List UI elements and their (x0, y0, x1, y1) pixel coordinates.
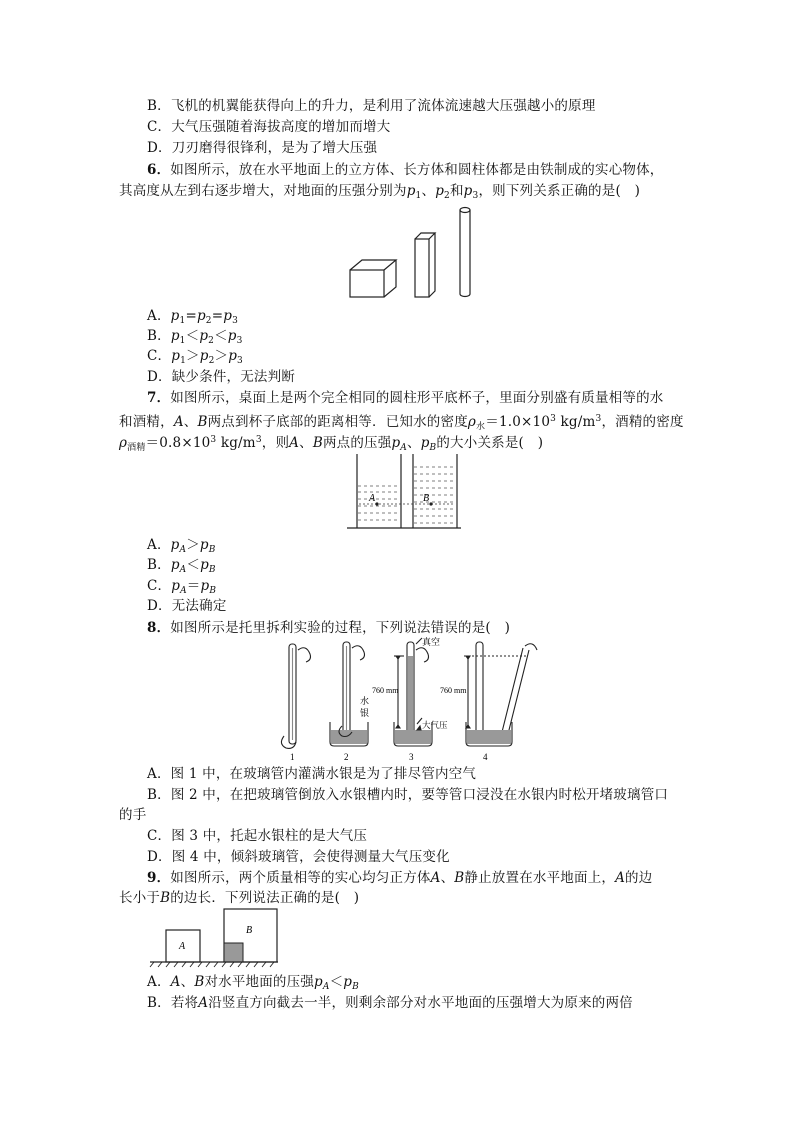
q9-option-b: B．若将A沿竖直方向截去一半，则剩余部分对水平地面的压强增大为原来的两倍 (147, 995, 633, 1011)
tube-2 (330, 642, 368, 746)
q5-option-d: D．刀刃磨得很锋利，是为了增大压强 (147, 140, 378, 156)
cube-shape (350, 260, 396, 297)
q8-option-b-line1: B．图 2 中，在把玻璃管倒放入水银槽内时，要等管口浸没在水银内时松开堵玻璃管口 (147, 787, 669, 803)
point-b-label: B (423, 493, 430, 504)
fig-label-1: 1 (290, 752, 295, 762)
q9-stem-line2: 长小于B的边长．下列说法正确的是( ) (119, 890, 360, 906)
q8-option-b-line2: 的手 (119, 807, 147, 823)
q8-option-a: A．图 1 中，在玻璃管内灌满水银是为了排尽管内空气 (147, 766, 477, 782)
q8-figure-torricelli (276, 636, 538, 764)
tube-4 (464, 642, 537, 746)
q5-option-b: B．飞机的机翼能获得向上的升力，是利用了流体流速越大压强越小的原理 (147, 98, 596, 114)
q8-option-d: D．图 4 中，倾斜玻璃管，会使得测量大气压变化 (147, 849, 450, 865)
mercury-label-2: 银 (360, 708, 370, 718)
fig-label-2: 2 (344, 752, 349, 762)
q9-figure-cubes (148, 906, 280, 970)
cube-a-label: A (179, 941, 186, 952)
q6-stem-line2: 其高度从左到右逐步增大，对地面的压强分别为$p_1$、$p_2$和$p_3$，则下列关系正确的是( ) (119, 183, 641, 201)
q6-figure-solids (340, 200, 490, 302)
q8-option-c: C．图 3 中，托起水银柱的是大气压 (147, 828, 368, 844)
q6-option-d: D．缺少条件，无法判断 (147, 369, 296, 385)
water-cup (357, 454, 401, 528)
q8-stem: 8．如图所示是托里拆利实验的过程，下列说法错误的是( ) (147, 620, 511, 636)
q7-option-a: A．$p_A>p_B$ (147, 537, 216, 555)
point-a-label: A (369, 493, 376, 504)
tube-1 (281, 644, 310, 748)
height-label-4: 760 mm (440, 686, 467, 695)
cuboid-shape (415, 233, 435, 297)
alcohol-liquid (414, 467, 456, 523)
q6-option-c: C．$p_1>p_2>p_3$ (147, 348, 243, 366)
q5-option-c: C．大气压强随着海拔高度的增加而增大 (147, 119, 391, 135)
vacuum-label: 真空 (422, 637, 441, 647)
q7-stem-line2: 和酒精，A、B两点到杯子底部的距离相等．已知水的密度$\rho_水=1.0\times 10^3$ $kg/m^3$，酒精的密度 (119, 414, 684, 432)
fig-label-4: 4 (483, 752, 488, 762)
q7-option-b: B．$p_A<p_B$ (147, 557, 216, 575)
q6-stem-line1: 6．如图所示，放在水平地面上的立方体、长方体和圆柱体都是由铁制成的实心物体， (147, 162, 664, 178)
cube-b-label: B (246, 925, 253, 936)
q6-number: 6． (147, 162, 171, 178)
q6-option-b: B．$p_1<p_2<p_3$ (147, 328, 243, 346)
q7-stem-line1: 7．如图所示，桌面上是两个完全相同的圆柱形平底杯子，里面分别盛有质量相等的水 (147, 390, 664, 406)
q7-option-c: C．$p_A=p_B$ (147, 578, 217, 596)
water-liquid (358, 486, 400, 520)
alcohol-cup (413, 454, 457, 528)
cylinder-shape (460, 208, 470, 297)
q7-option-d: D．无法确定 (147, 598, 227, 614)
q9-option-a: A．A、B对水平地面的压强$p_A<p_B$ (147, 974, 359, 992)
mercury-label-1: 水 (360, 696, 370, 706)
q6-option-a: A．$p_1=p_2=p_3$ (147, 308, 239, 326)
shaded-square (224, 943, 243, 962)
height-label-3: 760 mm (372, 686, 399, 695)
q9-stem-line1: 9．如图所示，两个质量相等的实心均匀正方体A、B静止放置在水平地面上，A的边 (147, 870, 653, 886)
fig-label-3: 3 (409, 752, 414, 762)
atm-pressure-label: 大气压 (422, 720, 448, 730)
q7-figure-cups (345, 452, 465, 532)
q7-stem-line3: $\rho_{酒精}=0.8\times 10^3$ $kg/m^3$，则A、B两点的压强$p_A$、$p_B$的大小关系是( ) (119, 435, 544, 453)
